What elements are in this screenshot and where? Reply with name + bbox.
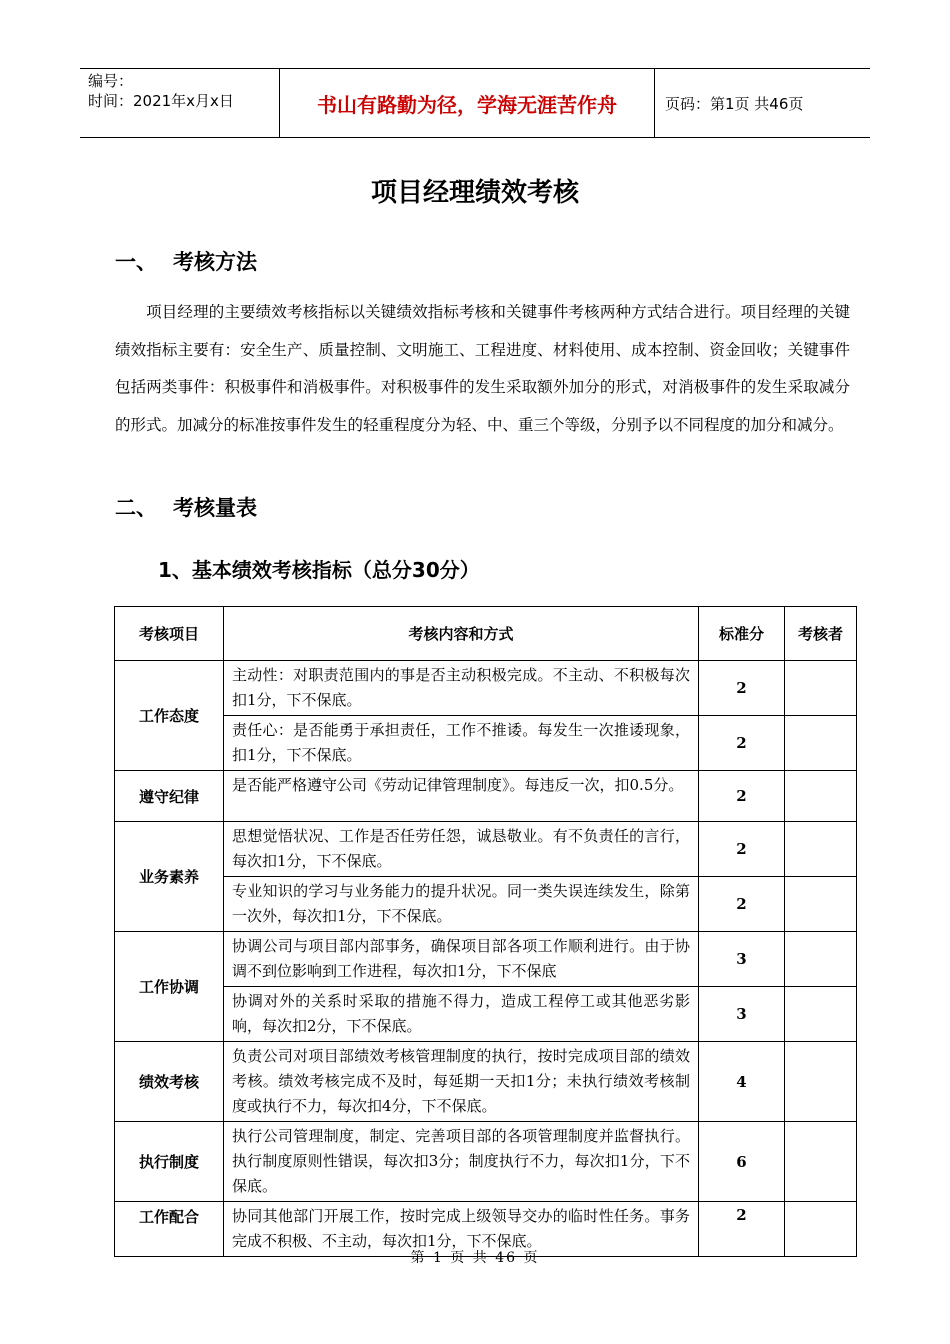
category-cell: 工作配合: [115, 1202, 224, 1257]
content-cell: 协同其他部门开展工作，按时完成上级领导交办的临时性任务。事务完成不积极、不主动，每次扣1分，下不保底。: [224, 1202, 699, 1257]
table-row: [115, 877, 857, 932]
col-header-assessor: 考核者: [785, 607, 857, 661]
col-header-score: 标准分: [699, 607, 785, 661]
table-row: [115, 822, 857, 877]
content-cell: 思想觉悟状况、工作是否任劳任怨，诚恳敬业。有不负责任的言行，每次扣1分，下不保底。: [224, 822, 699, 877]
table-row: [115, 932, 857, 987]
score-cell: 2: [699, 877, 785, 932]
paragraph-text: 项目经理的主要绩效考核指标以关键绩效指标考核和关键事件考核两种方式结合进行。项目经理的关键绩效指标主要有：安全生产、质量控制、文明施工、工程进度、材料使用、成本控制、资金回收；关键事件包括两类事件：积极事件和消极事件。对积极事件的发生采取额外加分的形式，对消极事件的发生采取减分的形式。加减分的标准按事件发生的轻重程度分为轻、中、重三个等级，分别予以不同程度的加分和减分。: [115, 303, 850, 434]
section-title: 考核量表: [173, 496, 257, 520]
col-header-content: 考核内容和方式: [224, 607, 699, 661]
score-cell: 2: [699, 822, 785, 877]
section-number: 一、: [115, 250, 157, 274]
col-header-item: 考核项目: [115, 607, 224, 661]
table-header-row: [115, 607, 857, 661]
table-row: [115, 1122, 857, 1202]
score-cell: 2: [699, 716, 785, 771]
table-row: [115, 661, 857, 716]
assessor-cell: [785, 932, 857, 987]
table-row: [115, 771, 857, 822]
assessor-cell: [785, 1042, 857, 1122]
method-paragraph: [115, 294, 850, 444]
subsection-heading: 1、基本绩效考核指标（总分30分）: [158, 558, 480, 582]
assessor-cell: [785, 716, 857, 771]
header-motto: 书山有路勤为径，学海无涯苦作舟: [280, 69, 655, 137]
category-cell: 绩效考核: [115, 1042, 224, 1122]
document-title: 项目经理绩效考核: [370, 178, 579, 208]
category-cell: 工作协调: [115, 932, 224, 1042]
section-title: 考核方法: [173, 250, 257, 274]
content-cell: 责任心：是否能勇于承担责任，工作不推诿。每发生一次推诿现象，扣1分，下不保底。: [224, 716, 699, 771]
page-footer: 第 1 页 共 46 页: [410, 1250, 540, 1266]
score-cell: 2: [699, 1202, 785, 1257]
category-cell: 遵守纪律: [115, 771, 224, 822]
score-cell: 3: [699, 987, 785, 1042]
page-header: [80, 68, 870, 138]
assessment-table: [114, 606, 857, 1257]
number-label: 编号：: [88, 72, 134, 90]
table-row: [115, 1042, 857, 1122]
table-row: [115, 716, 857, 771]
content-cell: 主动性：对职责范围内的事是否主动积极完成。不主动、不积极每次扣1分，下不保底。: [224, 661, 699, 716]
assessor-cell: [785, 822, 857, 877]
header-page-info: 页码：第1页 共46页: [665, 94, 804, 113]
score-cell: 4: [699, 1042, 785, 1122]
content-cell: 是否能严格遵守公司《劳动记律管理制度》。每违反一次，扣0.5分。: [224, 771, 699, 822]
content-cell: 专业知识的学习与业务能力的提升状况。同一类失误连续发生，除第一次外，每次扣1分，下不保底。: [224, 877, 699, 932]
assessor-cell: [785, 877, 857, 932]
header-meta: [80, 69, 280, 137]
score-cell: 2: [699, 661, 785, 716]
content-cell: 执行公司管理制度，制定、完善项目部的各项管理制度并监督执行。执行制度原则性错误，每次扣3分；制度执行不力，每次扣1分，下不保底。: [224, 1122, 699, 1202]
category-cell: 业务素养: [115, 822, 224, 932]
section-heading-scale: [115, 492, 257, 522]
score-cell: 2: [699, 771, 785, 822]
category-cell: 工作态度: [115, 661, 224, 771]
content-cell: 协调对外的关系时采取的措施不得力，造成工程停工或其他恶劣影响，每次扣2分，下不保底。: [224, 987, 699, 1042]
assessor-cell: [785, 661, 857, 716]
assessor-cell: [785, 771, 857, 822]
table-row: [115, 987, 857, 1042]
section-number: 二、: [115, 496, 157, 520]
content-cell: 负责公司对项目部绩效考核管理制度的执行，按时完成项目部的绩效考核。绩效考核完成不及时，每延期一天扣1分；未执行绩效考核制度或执行不力，每次扣4分，下不保底。: [224, 1042, 699, 1122]
score-cell: 3: [699, 932, 785, 987]
section-heading-method: [115, 246, 257, 276]
content-cell: 协调公司与项目部内部事务，确保项目部各项工作顺利进行。由于协调不到位影响到工作进程，每次扣1分，下不保底: [224, 932, 699, 987]
time-label: 时间：2021年x月x日: [88, 92, 234, 110]
assessor-cell: [785, 987, 857, 1042]
category-cell: 执行制度: [115, 1122, 224, 1202]
assessor-cell: [785, 1122, 857, 1202]
score-cell: 6: [699, 1122, 785, 1202]
